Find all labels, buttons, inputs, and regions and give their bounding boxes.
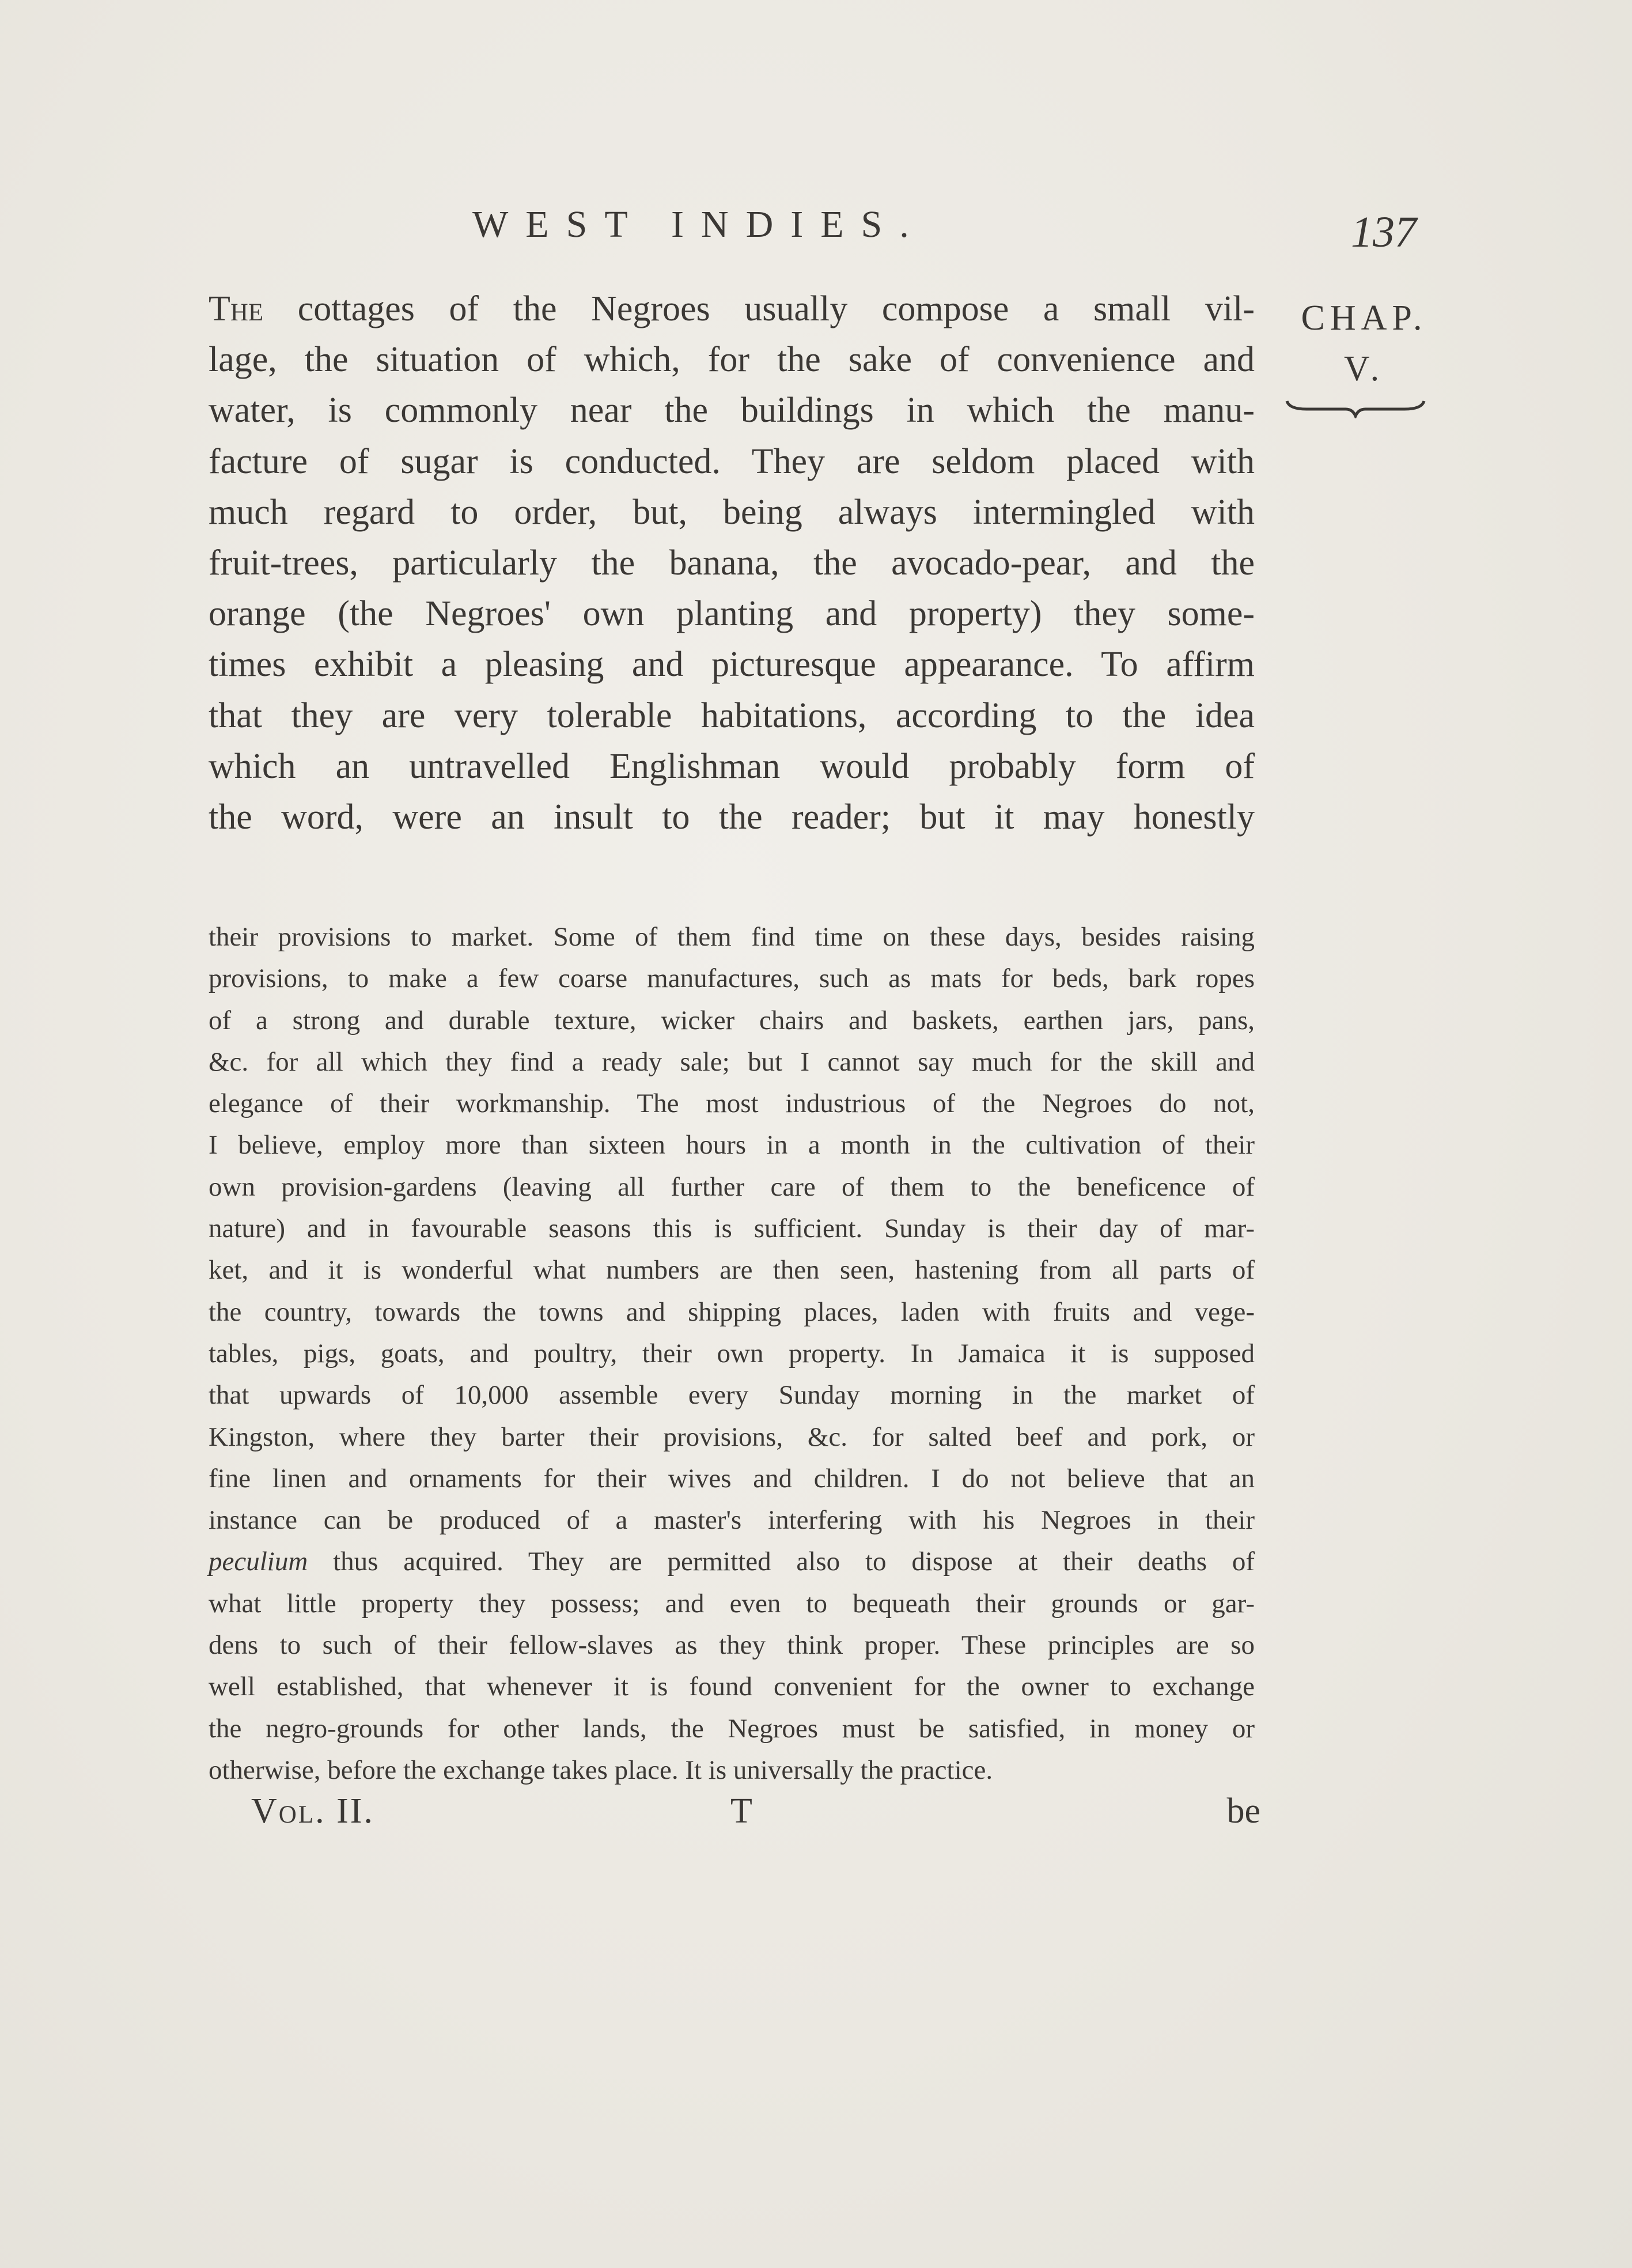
footnote-line: the country, towards the towns and shipping places, laden with fruits and vege- (209, 1296, 1255, 1327)
volume-label: Vol. II. (251, 1791, 374, 1831)
footnote-line: own provision-gardens (leaving all further care of them to the beneficence of (209, 1171, 1255, 1202)
footnote-block (209, 916, 1255, 1791)
main-text-line: fruit-trees, particularly the banana, the avocado-pear, and the (209, 543, 1255, 583)
footnote-line: otherwise, before the exchange takes place. It is universally the practice. (209, 1755, 993, 1785)
marginal-chapter-note (1283, 293, 1445, 418)
marginal-brace-ornament (1283, 399, 1427, 418)
page-number: 137 (1351, 208, 1417, 256)
footnote-line: I believe, employ more than sixteen hours in a month in the cultivation of their (209, 1130, 1255, 1161)
footnote-line: nature) and in favourable seasons this is sufficient. Sunday is their day of mar- (209, 1214, 1255, 1244)
running-head: WEST INDIES. (472, 203, 926, 245)
footnote-line: &c. for all which they find a ready sale; but I cannot say much for the skill and (209, 1046, 1255, 1077)
main-text-line: orange (the Negroes' own planting and property) they some- (209, 594, 1255, 634)
footnote-line: their provisions to market. Some of them find time on these days, besides raising (209, 922, 1255, 952)
footnote-line: fine linen and ornaments for their wives and children. I do not believe that an (209, 1463, 1255, 1494)
footnote-line: instance can be produced of a master's interfering with his Negroes in their (209, 1505, 1255, 1536)
peculium-word: peculium (209, 1547, 308, 1577)
main-text-line: times exhibit a pleasing and picturesque appearance. To affirm (209, 645, 1255, 685)
footnote-line: the negro-grounds for other lands, the Negroes must be satisfied, in money or (209, 1713, 1255, 1744)
catchword: be (1226, 1791, 1260, 1831)
marginal-chapter-label: CHAP. (1301, 298, 1427, 338)
footnote-line: what little property they possess; and even to bequeath their grounds or gar- (209, 1588, 1255, 1619)
footnote-line: tables, pigs, goats, and poultry, their own property. In Jamaica it is supposed (209, 1338, 1255, 1369)
main-text-line: The cottages of the Negroes usually compose a small vil- (209, 289, 1255, 328)
footnote-line: peculium thus acquired. They are permitted also to dispose at their deaths of (209, 1547, 1255, 1577)
main-text-line: which an untravelled Englishman would probably form of (209, 746, 1255, 786)
footnote-line: ket, and it is wonderful what numbers are then seen, hastening from all parts of (209, 1255, 1255, 1286)
footnote-line: of a strong and durable texture, wicker chairs and baskets, earthen jars, pans, (209, 1005, 1255, 1035)
main-text-line: the word, were an insult to the reader; but it may honestly (209, 797, 1255, 837)
main-text-block (209, 284, 1255, 842)
main-text-line: water, is commonly near the buildings in which the manu- (209, 391, 1255, 430)
main-text-line: lage, the situation of which, for the sake of convenience and (209, 340, 1255, 380)
footnote-line: well established, that whenever it is found convenient for the owner to exchange (209, 1672, 1255, 1702)
main-text-line: that they are very tolerable habitations, according to the idea (209, 695, 1255, 735)
main-text-line: facture of sugar is conducted. They are seldom placed with (209, 441, 1255, 481)
footnote-line: elegance of their workmanship. The most industrious of the Negroes do not, (209, 1088, 1255, 1119)
main-text-line: much regard to order, but, being always intermingled with (209, 492, 1255, 532)
lead-word: The (209, 289, 264, 328)
footnote-line: that upwards of 10,000 assemble every Sunday morning in the market of (209, 1380, 1255, 1411)
footnote-line: Kingston, where they barter their provisions, &c. for salted beef and pork, or (209, 1422, 1255, 1452)
footnote-line: dens to such of their fellow-slaves as they think proper. These principles are so (209, 1630, 1255, 1661)
marginal-chapter-number: V. (1343, 349, 1385, 388)
page-footer (251, 1791, 1260, 1837)
signature-mark: T (730, 1791, 752, 1831)
footnote-line: provisions, to make a few coarse manufactures, such as mats for beds, bark ropes (209, 963, 1255, 994)
